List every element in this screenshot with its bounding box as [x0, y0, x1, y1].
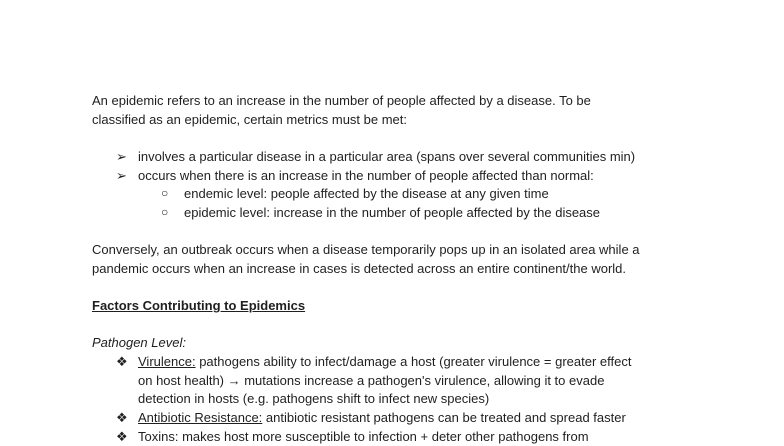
intro-line-1: An epidemic refers to an increase in the number of people affected by a disease. To be [92, 93, 591, 108]
diamond-bullet-icon: ❖ [116, 429, 128, 444]
factor-virulence-cont-1: on host health) → mutations increase a pathogen's virulence, allowing it to evade [138, 373, 605, 388]
section-heading: Factors Contributing to Epidemics [92, 298, 306, 313]
arrow-bullet-icon: ➢ [116, 168, 127, 183]
factor-virulence-cont-2: detection in hosts (e.g. pathogens shift to infect new species) [138, 391, 490, 406]
diamond-bullet-icon: ❖ [116, 354, 128, 369]
conversely-line-2: pandemic occurs when an increase in cases is detected across an entire continent/the world. [92, 261, 627, 276]
circle-bullet-icon: ○ [161, 186, 169, 200]
criteria-subitem-1: endemic level: people affected by the disease at any given time [184, 186, 549, 201]
arrow-bullet-icon: ➢ [116, 149, 127, 164]
factor-antibiotic-text: antibiotic resistant pathogens can be treated and spread faster [262, 410, 626, 425]
intro-line-2: classified as an epidemic, certain metrics must be met: [92, 112, 408, 127]
factor-toxins: Toxins: makes host more susceptible to infection + deter other pathogens from [138, 429, 589, 444]
criteria-subitem-2: epidemic level: increase in the number of people affected by the disease [184, 205, 601, 220]
conversely-line-1: Conversely, an outbreak occurs when a disease temporarily pops up in an isolated area while a [92, 242, 640, 257]
diamond-bullet-icon: ❖ [116, 410, 128, 425]
factor-virulence-text: pathogens ability to infect/damage a host (greater virulence = greater effect [195, 354, 632, 369]
factor-virulence-term: Virulence: [138, 354, 196, 369]
factor-virulence [138, 352, 631, 371]
criteria-item-2: occurs when there is an increase in the number of people affected than normal: [138, 168, 594, 183]
factor-antibiotic [138, 408, 626, 427]
subheading: Pathogen Level: [92, 335, 186, 350]
criteria-item-1: involves a particular disease in a particular area (spans over several communities min) [138, 149, 636, 164]
circle-bullet-icon: ○ [161, 205, 169, 219]
factor-antibiotic-term: Antibiotic Resistance: [138, 410, 263, 425]
